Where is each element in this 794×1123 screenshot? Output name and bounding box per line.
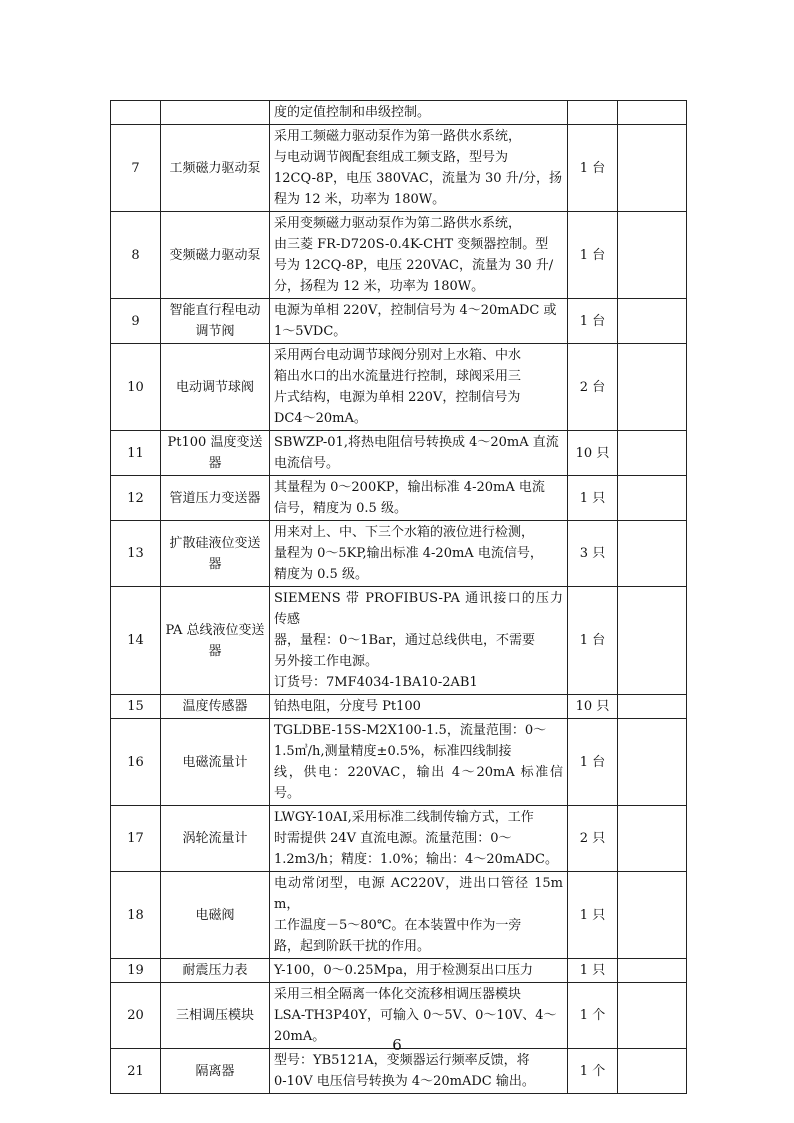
row-number: 16	[111, 719, 161, 806]
table-row	[111, 101, 687, 125]
description-line: 片式结构，电源为单相 220V，控制信号为	[274, 390, 521, 405]
equipment-table-body	[111, 101, 687, 1094]
item-name: 电磁流量计	[161, 719, 270, 806]
description-line: 采用变频磁力驱动泵作为第二路供水系统，	[274, 216, 522, 231]
table-row	[111, 125, 687, 212]
item-quantity: 1 台	[568, 299, 618, 344]
item-description	[270, 719, 568, 806]
item-note	[618, 521, 687, 587]
item-quantity: 1 台	[568, 125, 618, 212]
item-description	[270, 476, 568, 521]
description-line: 电源为单相 220V，控制信号为 4～20mADC 或	[274, 303, 557, 318]
row-number: 20	[111, 983, 161, 1049]
row-number: 11	[111, 431, 161, 476]
row-number: 19	[111, 959, 161, 983]
description-line: LSA-TH3P40Y，可输入 0～5V、0～10V、4～	[274, 1008, 557, 1023]
item-name: PA 总线液位变送器	[161, 587, 270, 695]
item-quantity: 1 只	[568, 476, 618, 521]
item-description	[270, 212, 568, 299]
description-line: 订货号：7MF4034-1BA10-2AB1	[274, 675, 478, 690]
page-number: 6	[392, 1036, 402, 1054]
row-number: 18	[111, 872, 161, 959]
description-line: 采用工频磁力驱动泵作为第一路供水系统，	[274, 129, 522, 144]
item-description	[270, 806, 568, 872]
item-note	[618, 1049, 687, 1094]
row-number: 12	[111, 476, 161, 521]
description-line: SBWZP-01,将热电阻信号转换成 4～20mA 直流	[274, 435, 559, 450]
item-description	[270, 431, 568, 476]
item-quantity: 2 台	[568, 344, 618, 431]
item-note	[618, 476, 687, 521]
item-description	[270, 521, 568, 587]
row-number: 15	[111, 695, 161, 719]
table-row	[111, 959, 687, 983]
description-line: 采用两台电动调节球阀分别对上水箱、中水	[274, 348, 522, 363]
table-row	[111, 212, 687, 299]
item-name: 电磁阀	[161, 872, 270, 959]
description-line: Y-100，0～0.25Mpa，用于检测泵出口压力	[274, 963, 533, 978]
item-description	[270, 872, 568, 959]
row-number: 17	[111, 806, 161, 872]
table-row	[111, 695, 687, 719]
item-quantity	[568, 101, 618, 125]
item-note	[618, 344, 687, 431]
description-line: 与电动调节阀配套组成工频支路，型号为	[274, 150, 509, 165]
item-name: 涡轮流量计	[161, 806, 270, 872]
row-number: 9	[111, 299, 161, 344]
description-line: 铂热电阻，分度号 Pt100	[274, 699, 421, 714]
description-line: 型号：YB5121A，变频器运行频率反馈，将	[274, 1053, 530, 1068]
item-quantity: 10 只	[568, 695, 618, 719]
item-description	[270, 1049, 568, 1094]
item-note	[618, 587, 687, 695]
row-number: 7	[111, 125, 161, 212]
description-line: 电流信号。	[274, 456, 340, 471]
item-quantity: 1 台	[568, 719, 618, 806]
description-line: 由三菱 FR-D720S-0.4K-CHT 变频器控制。型	[274, 237, 549, 252]
item-note	[618, 872, 687, 959]
description-line: LWGY-10AI,采用标准二线制传输方式，工作	[274, 810, 534, 825]
item-name: 温度传感器	[161, 695, 270, 719]
item-quantity: 1 个	[568, 983, 618, 1049]
description-line: 采用三相全隔离一体化交流移相调压器模块	[274, 987, 522, 1002]
item-description	[270, 101, 568, 125]
item-name: 扩散硅液位变送器	[161, 521, 270, 587]
table-row	[111, 1049, 687, 1094]
equipment-table	[110, 100, 687, 1094]
item-note	[618, 212, 687, 299]
item-name: 变频磁力驱动泵	[161, 212, 270, 299]
row-number: 13	[111, 521, 161, 587]
description-line: 电动常闭型，电源 AC220V，进出口管径 15mm，	[274, 876, 563, 912]
item-description	[270, 695, 568, 719]
item-note	[618, 719, 687, 806]
item-name: 隔离器	[161, 1049, 270, 1094]
table-row	[111, 587, 687, 695]
item-name	[161, 101, 270, 125]
item-note	[618, 431, 687, 476]
description-line: 另外接工作电源。	[274, 654, 379, 669]
row-number	[111, 101, 161, 125]
item-quantity: 1 台	[568, 212, 618, 299]
item-note	[618, 299, 687, 344]
row-number: 21	[111, 1049, 161, 1094]
table-row	[111, 344, 687, 431]
description-line: 路，起到阶跃干扰的作用。	[274, 939, 431, 954]
item-name: 电动调节球阀	[161, 344, 270, 431]
description-line: 号为 12CQ-8P，电压 220VAC，流量为 30 升/	[274, 258, 554, 273]
item-description	[270, 125, 568, 212]
description-line: DC4～20mA。	[274, 411, 367, 426]
description-line: 工作温度－5～80℃。在本装置中作为一旁	[274, 918, 522, 933]
item-description	[270, 587, 568, 695]
description-line: 1.2m3/h；精度：1.0%；输出：4～20mADC。	[274, 852, 558, 867]
table-row	[111, 719, 687, 806]
description-line: 0-10V 电压信号转换为 4～20mADC 输出。	[274, 1074, 535, 1089]
description-line: TGLDBE-15S-M2X100-1.5，流量范围：0～	[274, 723, 547, 738]
description-line: 信号，精度为 0.5 级。	[274, 501, 407, 516]
description-line: 用来对上、中、下三个水箱的液位进行检测，	[274, 525, 535, 540]
item-quantity: 1 只	[568, 872, 618, 959]
row-number: 14	[111, 587, 161, 695]
table-row	[111, 476, 687, 521]
table-row	[111, 872, 687, 959]
description-line: 度的定值控制和串级控制。	[274, 105, 431, 120]
table-row	[111, 806, 687, 872]
description-line: 器，量程：0～1Bar，通过总线供电，不需要	[274, 633, 536, 648]
item-quantity: 10 只	[568, 431, 618, 476]
table-row	[111, 299, 687, 344]
item-description	[270, 959, 568, 983]
item-name: 工频磁力驱动泵	[161, 125, 270, 212]
item-note	[618, 125, 687, 212]
description-line: 分，扬程为 12 米，功率为 180W。	[274, 279, 485, 294]
description-line: 箱出水口的出水流量进行控制，球阀采用三	[274, 369, 522, 384]
item-note	[618, 959, 687, 983]
description-line: 程为 12 米，功率为 180W。	[274, 192, 446, 207]
item-name: 管道压力变送器	[161, 476, 270, 521]
item-name: Pt100 温度变送器	[161, 431, 270, 476]
item-note	[618, 695, 687, 719]
table-row	[111, 431, 687, 476]
item-name: 三相调压模块	[161, 983, 270, 1049]
item-name: 智能直行程电动调节阀	[161, 299, 270, 344]
row-number: 10	[111, 344, 161, 431]
description-line: SIEMENS 带 PROFIBUS-PA 通讯接口的压力传感	[274, 591, 563, 627]
item-quantity: 1 只	[568, 959, 618, 983]
item-quantity: 1 个	[568, 1049, 618, 1094]
description-line: 量程为 0～5KP,输出标准 4-20mA 电流信号，	[274, 546, 543, 561]
item-description	[270, 299, 568, 344]
description-line: 1.5㎥/h,测量精度±0.5%，标准四线制接	[274, 744, 512, 759]
item-quantity: 2 只	[568, 806, 618, 872]
item-quantity: 1 台	[568, 587, 618, 695]
description-line: 12CQ-8P，电压 380VAC，流量为 30 升/分，扬	[274, 171, 563, 186]
description-line: 20mA。	[274, 1029, 326, 1044]
description-line: 时需提供 24V 直流电源。流量范围：0～	[274, 831, 512, 846]
item-name: 耐震压力表	[161, 959, 270, 983]
table-row	[111, 521, 687, 587]
description-line: 1～5VDC。	[274, 324, 347, 339]
item-description	[270, 344, 568, 431]
description-line: 线，供电：220VAC，输出 4～20mA 标准信号。	[274, 765, 563, 801]
description-line: 其量程为 0～200KP，输出标准 4-20mA 电流	[274, 480, 545, 495]
item-note	[618, 101, 687, 125]
description-line: 精度为 0.5 级。	[274, 567, 368, 582]
row-number: 8	[111, 212, 161, 299]
item-note	[618, 806, 687, 872]
item-quantity: 3 只	[568, 521, 618, 587]
